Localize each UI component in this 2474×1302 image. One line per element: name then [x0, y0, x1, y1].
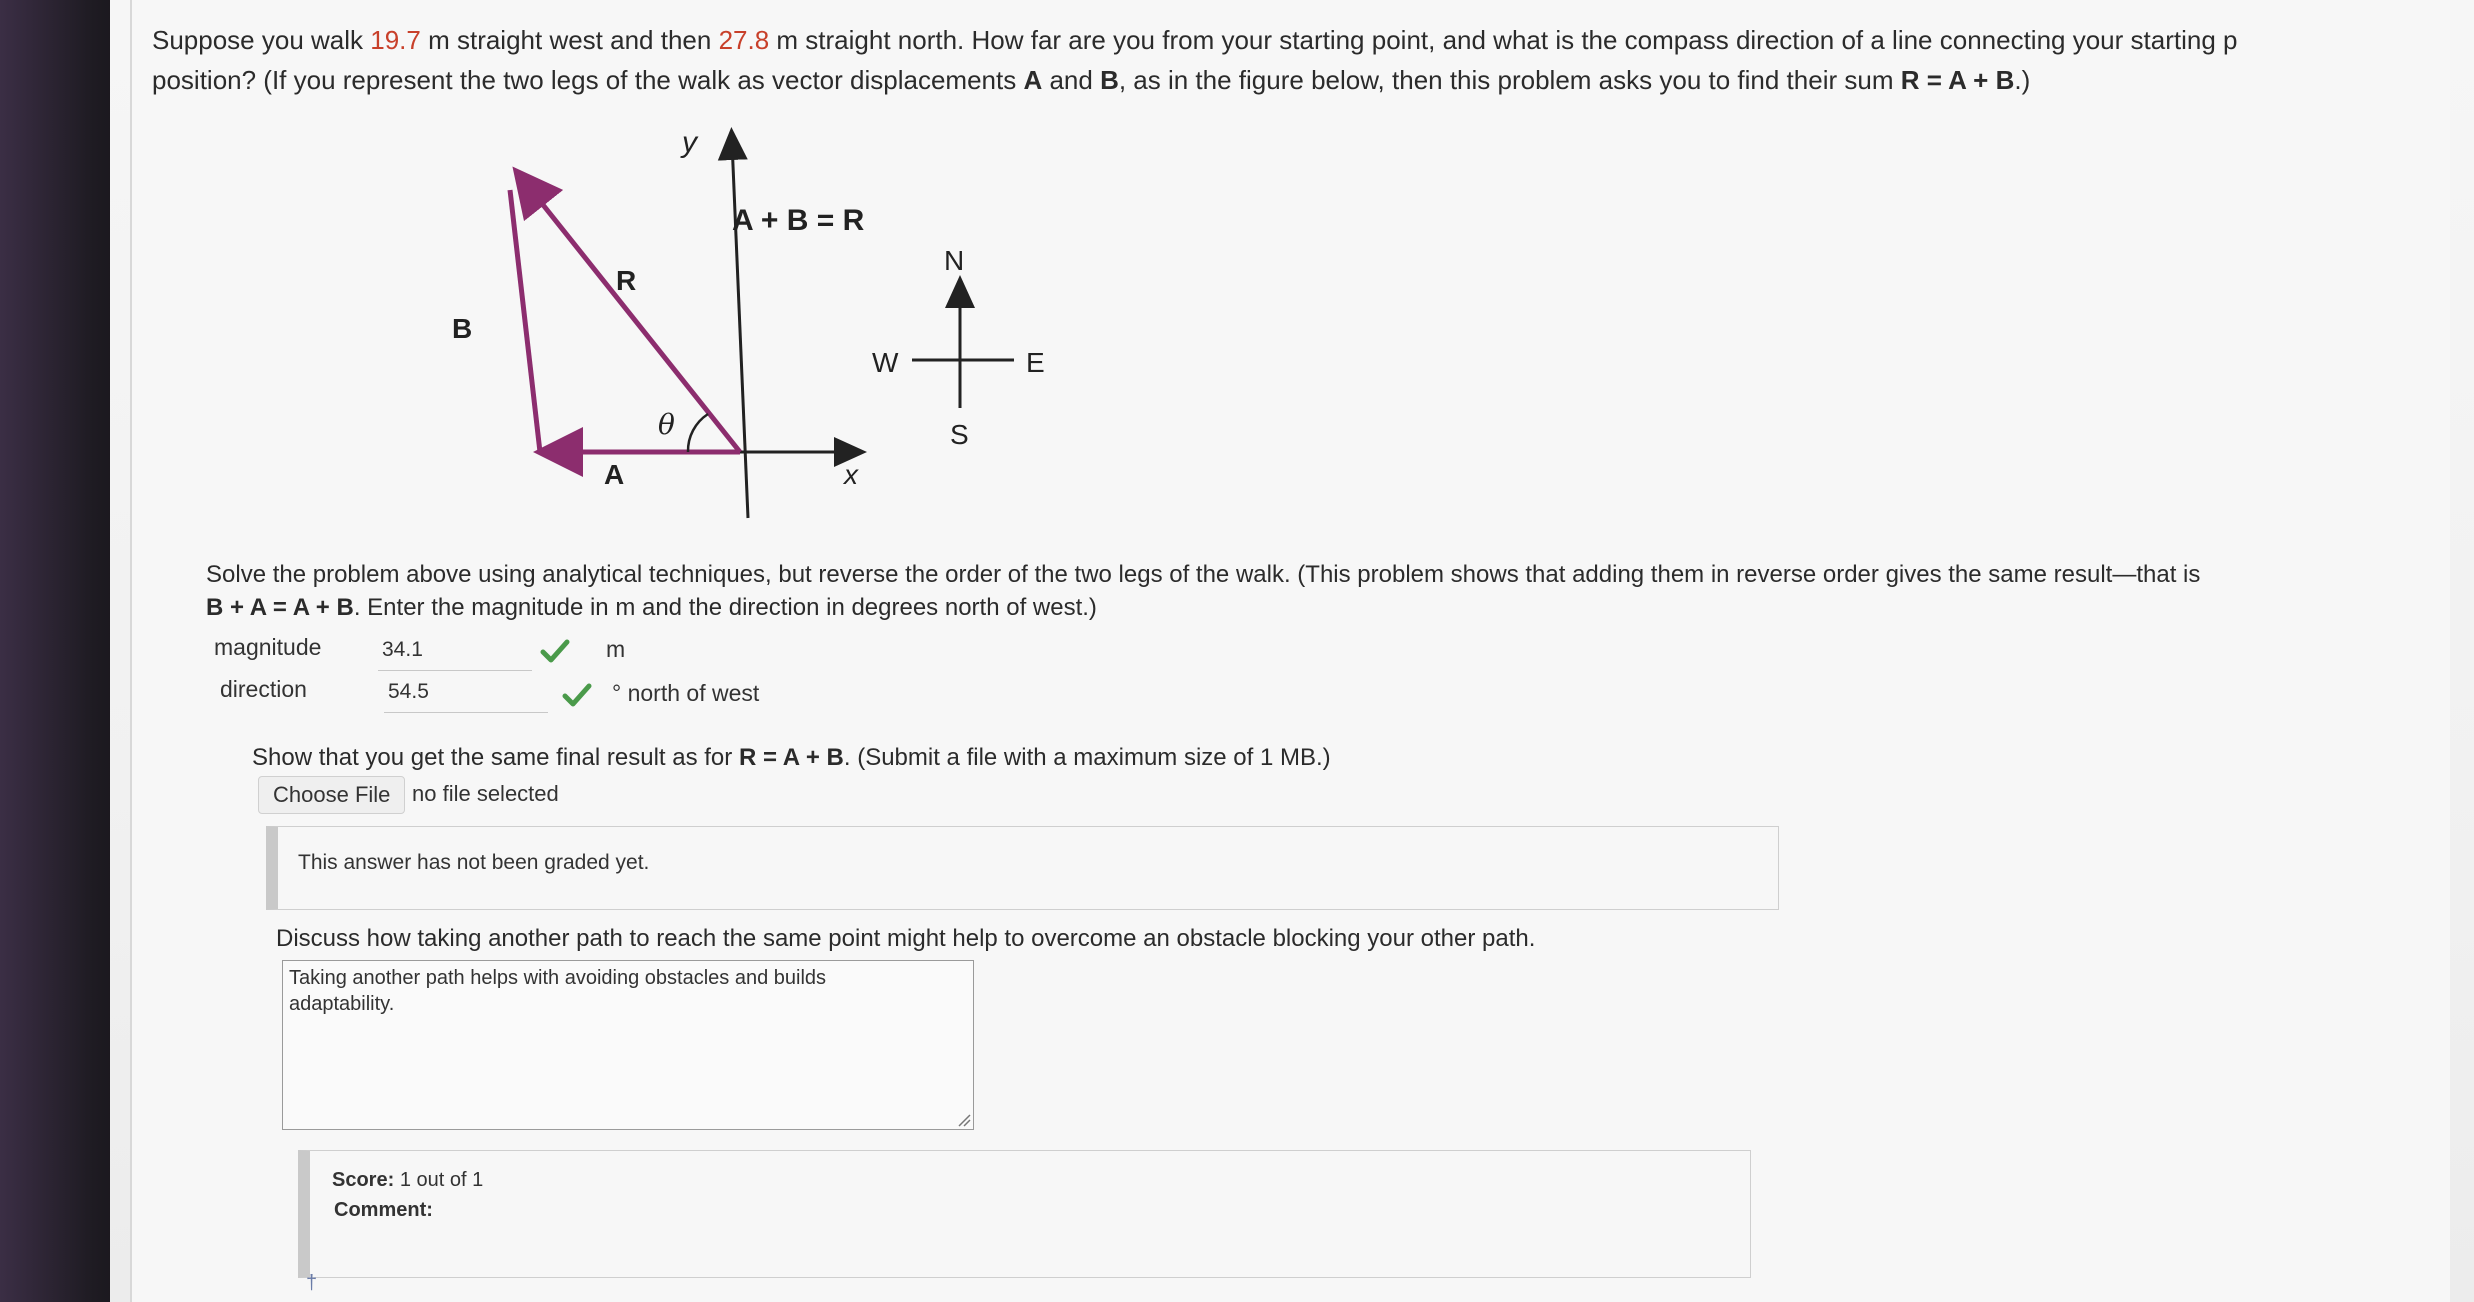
- magnitude-label: magnitude: [214, 634, 322, 660]
- vector-r-text: R: [616, 265, 637, 296]
- problem-text-1: Suppose you walk: [152, 25, 371, 55]
- compass-north: N: [944, 245, 965, 276]
- sum-equation: R = A + B: [1900, 65, 2015, 95]
- upload-prompt-pre: Show that you get the same final result as for: [252, 744, 739, 771]
- file-status: no file selected: [412, 781, 559, 806]
- vector-r-arrow: [528, 186, 740, 452]
- discuss-answer-textarea[interactable]: [282, 960, 974, 1130]
- part2-line1: Solve the problem above using analytical techniques, but reverse the order of the two legs of the walk. (This problem shows that adding them in reverse order gives the same result—that is: [206, 561, 2201, 588]
- discuss-prompt: Discuss how taking another path to reach the same point might help to overcome an obstacle blocking your other path.: [276, 925, 1536, 952]
- choose-file-button[interactable]: Choose File: [258, 776, 405, 814]
- theta-arc: [688, 414, 708, 452]
- grading-status-text: This answer has not been graded yet.: [298, 851, 650, 874]
- distance-west-value: 19.7: [370, 25, 421, 55]
- direction-row: [220, 672, 1020, 716]
- theta-text: θ: [658, 408, 675, 441]
- resize-handle-icon[interactable]: [957, 1113, 971, 1127]
- sum-label: A + B = R: [732, 204, 865, 237]
- correct-check-icon: [540, 638, 570, 664]
- upload-prompt: [252, 744, 1331, 772]
- footnote-dagger: †: [306, 1272, 318, 1294]
- vector-a-label: A: [1023, 65, 1043, 95]
- direction-input[interactable]: 54.5: [384, 672, 548, 713]
- part2-instructions: [206, 558, 2456, 624]
- correct-check-icon: [562, 682, 592, 708]
- panel-divider: [130, 0, 132, 1302]
- problem-statement: [152, 20, 2452, 100]
- part2-equation: B + A = A + B: [206, 594, 354, 621]
- vector-a-text: A: [604, 459, 625, 490]
- problem-text-6: .): [2014, 65, 2031, 95]
- direction-unit: ° north of west: [612, 680, 760, 706]
- distance-north-value: 27.8: [718, 25, 770, 55]
- score-value: 1 out of 1: [399, 1169, 484, 1191]
- problem-and: and: [1042, 65, 1101, 95]
- y-axis: [732, 142, 748, 518]
- magnitude-input[interactable]: 34.1: [378, 630, 532, 671]
- magnitude-unit: m: [606, 636, 626, 662]
- vector-b-text: B: [452, 313, 473, 344]
- vector-diagram: [270, 118, 1070, 538]
- x-axis-label: x: [844, 459, 858, 490]
- upload-prompt-eq: R = A + B: [738, 744, 844, 771]
- direction-label: direction: [220, 676, 307, 702]
- screen: [110, 0, 2474, 1302]
- compass-south: S: [950, 419, 969, 450]
- problem-text-3: m straight north. How far are you from your starting point, and what is the compass direction of a line connecting your starting p: [769, 25, 2238, 55]
- magnitude-row: [214, 630, 1014, 674]
- vector-b-label: B: [1100, 65, 1119, 95]
- y-axis-label: y: [682, 126, 697, 159]
- problem-text-2: m straight west and then: [420, 25, 719, 55]
- compass-west: W: [872, 347, 899, 378]
- grading-status-box: [266, 826, 1779, 910]
- problem-text-5: , as in the figure below, then this problem asks you to find their sum: [1118, 65, 1901, 95]
- discuss-answer-line1: Taking another path helps with avoiding obstacles and builds: [289, 967, 827, 989]
- vector-b-arrow: [510, 190, 540, 452]
- part2-line2: . Enter the magnitude in m and the direction in degrees north of west.): [353, 594, 1097, 621]
- score-box: [298, 1150, 1751, 1278]
- compass-east: E: [1026, 347, 1045, 378]
- problem-text-4: position? (If you represent the two legs of the walk as vector displacements: [152, 65, 1024, 95]
- upload-prompt-post: . (Submit a file with a maximum size of 1 MB.): [843, 744, 1331, 771]
- score-label: Score:: [332, 1169, 395, 1191]
- score-line: [332, 1169, 483, 1192]
- comment-label: Comment:: [334, 1199, 433, 1221]
- discuss-answer-line2: adaptability.: [289, 993, 395, 1015]
- question-panel: [130, 0, 2450, 1302]
